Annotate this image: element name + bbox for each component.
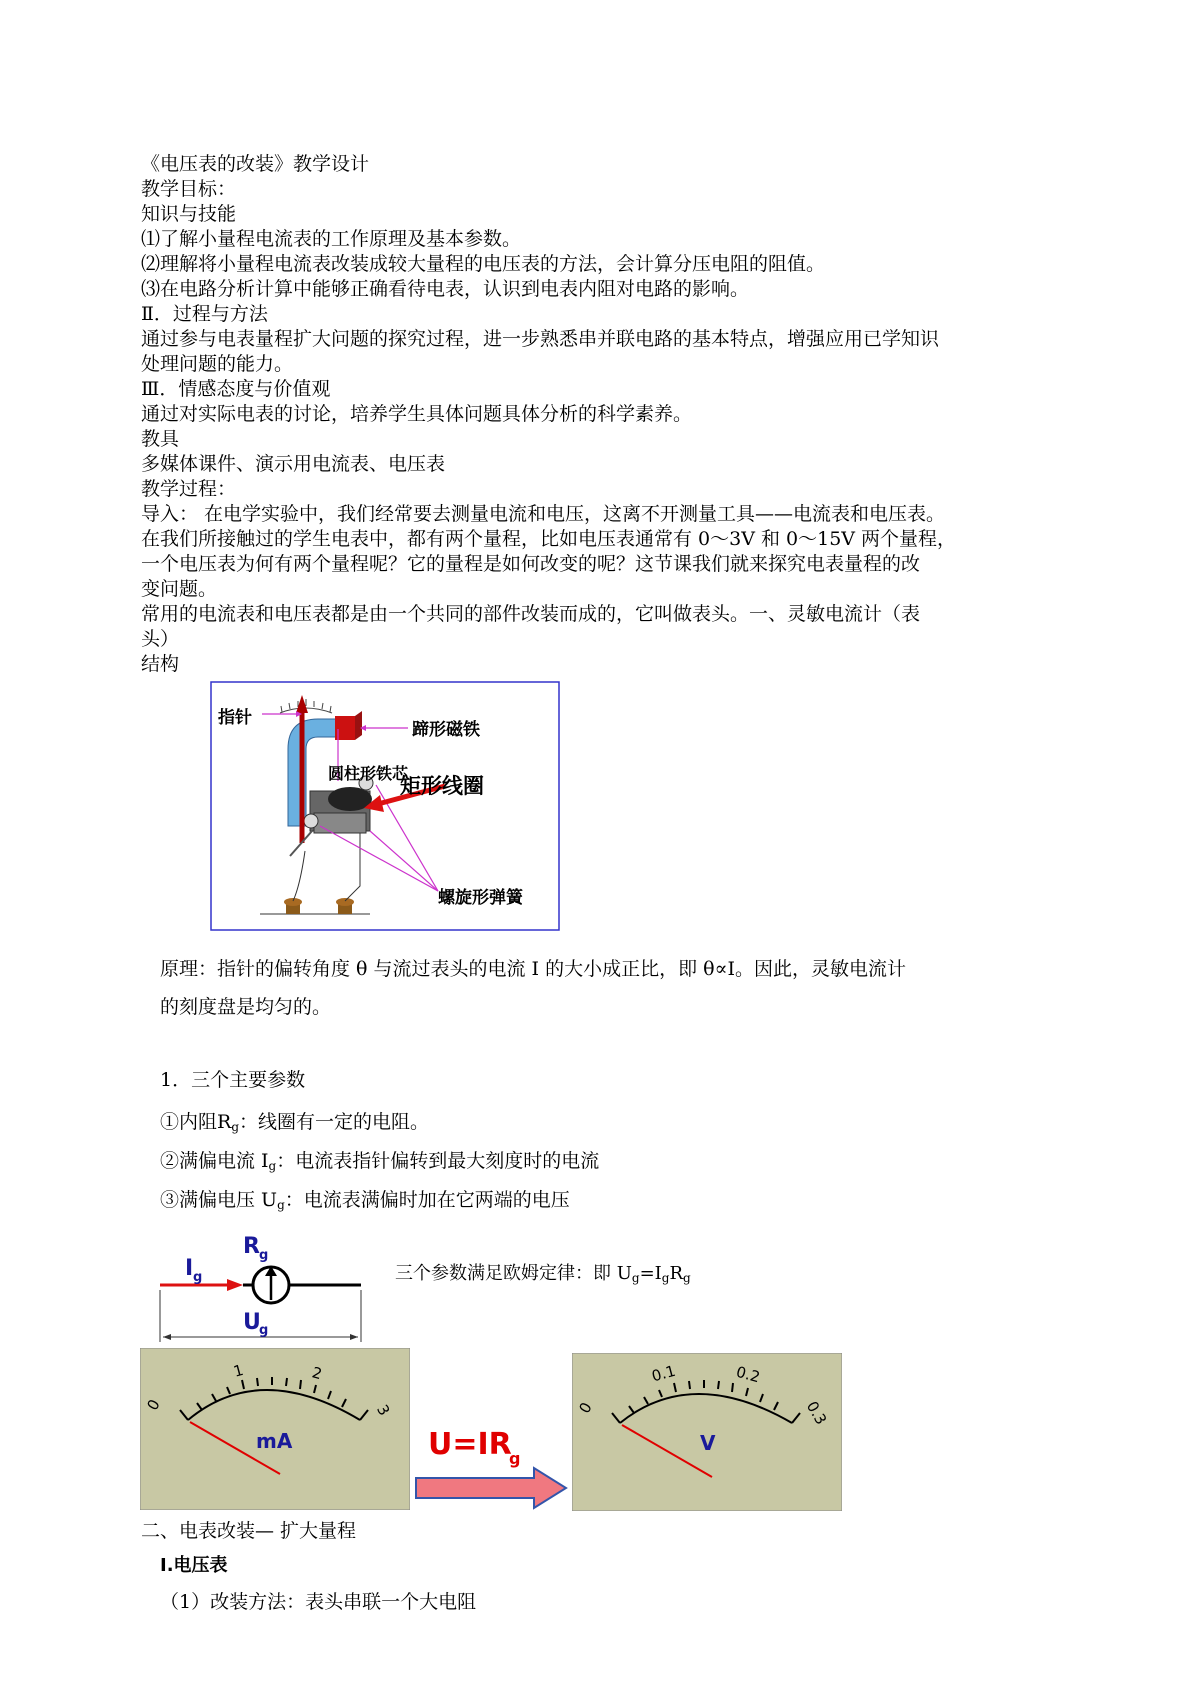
circuit-I-label: I xyxy=(185,1256,194,1281)
label-coil: 矩形线圈 xyxy=(400,774,484,798)
common-line-2: 头） xyxy=(141,628,180,650)
ohm-sub-3: g xyxy=(683,1271,691,1285)
param1-sub: g xyxy=(231,1120,239,1134)
ohm-text-c: R xyxy=(669,1263,684,1284)
v-tick-3: 0.3 xyxy=(802,1398,831,1428)
param-full-current xyxy=(160,1149,599,1178)
structure-label: 结构 xyxy=(141,653,180,675)
tools-line: 多媒体课件、演示用电流表、电压表 xyxy=(141,453,446,475)
milliammeter-dial xyxy=(140,1348,410,1510)
process-method-line-2: 处理问题的能力。 xyxy=(141,353,294,375)
tools-heading: 教具 xyxy=(141,428,180,450)
ma-tick-0: 0 xyxy=(143,1396,164,1414)
v-tick-1: 0.1 xyxy=(649,1361,678,1386)
v-unit-label: V xyxy=(700,1431,716,1455)
galvanometer-circuit-symbol xyxy=(155,1230,385,1350)
ma-unit-label: mA xyxy=(256,1429,293,1453)
formula-sub: g xyxy=(509,1449,521,1468)
param1-text-b: ：线圈有一定的电阻。 xyxy=(239,1111,430,1133)
v-tick-2: 0.2 xyxy=(734,1362,762,1387)
ma-tick-2: 2 xyxy=(310,1363,324,1384)
param3-sub: g xyxy=(277,1198,285,1212)
knowledge-item-3: ⑶在电路分析计算中能够正确看待电表，认识到电表内阻对电路的影响。 xyxy=(141,278,750,300)
param2-text-b: ：电流表指针偏转到最大刻度时的电流 xyxy=(276,1150,600,1172)
principle-line-2: 的刻度盘是均匀的。 xyxy=(160,996,332,1018)
param3-text-b: ：电流表满偏时加在它两端的电压 xyxy=(284,1189,570,1211)
emotion-line: 通过对实际电表的讨论，培养学生具体问题具体分析的科学素养。 xyxy=(141,403,693,425)
knowledge-item-2: ⑵理解将小量程电流表改装成较大量程的电压表的方法，会计算分压电阻的阻值。 xyxy=(141,253,826,275)
param-full-voltage xyxy=(160,1188,570,1217)
process-method-heading: Ⅱ．过程与方法 xyxy=(141,303,268,325)
galvanometer-structure-diagram xyxy=(210,681,560,931)
process-method-line-1: 通过参与电表量程扩大问题的探究过程，进一步熟悉串并联电路的基本特点，增强应用已学知识 xyxy=(141,328,940,350)
knowledge-item-1: ⑴了解小量程电流表的工作原理及基本参数。 xyxy=(141,228,522,250)
ma-tick-3: 3 xyxy=(373,1401,394,1419)
label-core: 圆柱形铁芯 xyxy=(328,764,409,783)
params-heading: 1．三个主要参数 xyxy=(160,1069,306,1091)
ohm-text-b: =I xyxy=(639,1263,662,1284)
label-spring: 螺旋形弹簧 xyxy=(438,888,523,908)
label-pointer: 指针 xyxy=(218,708,252,728)
voltmeter-dial xyxy=(572,1353,842,1511)
v-tick-0: 0 xyxy=(575,1399,596,1417)
param2-text-a: ②满偏电流 I xyxy=(160,1150,269,1172)
param2-sub: g xyxy=(268,1159,277,1173)
intro-line-3: 一个电压表为何有两个量程呢？它的量程是如何改变的呢？这节课我们就来探究电表量程的改 xyxy=(141,553,921,575)
param1-text-a: ①内阻R xyxy=(160,1111,232,1133)
intro-line-1: 导入： 在电学实验中，我们经常要去测量电流和电压，这离不开测量工具——电流表和电压表。 xyxy=(141,503,946,525)
formula-arrow xyxy=(412,1420,572,1512)
circuit-R-label: R xyxy=(243,1234,260,1259)
ohm-sub-1: g xyxy=(631,1271,640,1285)
doc-title: 《电压表的改装》教学设计 xyxy=(141,153,370,175)
teaching-process-heading: 教学过程： xyxy=(141,478,237,500)
modification-method: （1）改装方法：表头串联一个大电阻 xyxy=(160,1591,477,1613)
section-2-heading: 二、电表改装— 扩大量程 xyxy=(141,1520,357,1542)
param-internal-resistance xyxy=(160,1110,429,1139)
circuit-R-sub: g xyxy=(259,1248,269,1263)
common-line-1: 常用的电流表和电压表都是由一个共同的部件改装而成的，它叫做表头。一、灵敏电流计（表 xyxy=(141,603,921,625)
emotion-heading: Ⅲ．情感态度与价值观 xyxy=(141,378,331,400)
ohm-law-text xyxy=(395,1262,691,1290)
label-magnet: 蹄形磁铁 xyxy=(412,720,480,740)
voltmeter-heading: Ⅰ.电压表 xyxy=(160,1555,228,1576)
circuit-I-sub: g xyxy=(193,1270,203,1285)
param3-text-a: ③满偏电压 U xyxy=(160,1189,278,1211)
ohm-text-a: 三个参数满足欧姆定律：即 U xyxy=(395,1263,632,1284)
goals-heading: 教学目标： xyxy=(141,178,237,200)
formula-main: U=IR xyxy=(428,1427,512,1462)
knowledge-heading: 知识与技能 xyxy=(141,203,237,225)
ohm-sub-2: g xyxy=(661,1271,670,1285)
circuit-U-sub: g xyxy=(259,1323,269,1338)
intro-line-4: 变问题。 xyxy=(141,578,218,600)
circuit-U-label: U xyxy=(243,1310,261,1335)
ma-tick-1: 1 xyxy=(231,1360,246,1381)
principle-line-1: 原理：指针的偏转角度 θ 与流过表头的电流 I 的大小成正比，即 θ∝I。因此，灵敏电流计 xyxy=(160,958,906,980)
intro-line-2: 在我们所接触过的学生电表中，都有两个量程，比如电压表通常有 0～3V 和 0～15V 两个量程， xyxy=(141,528,957,550)
